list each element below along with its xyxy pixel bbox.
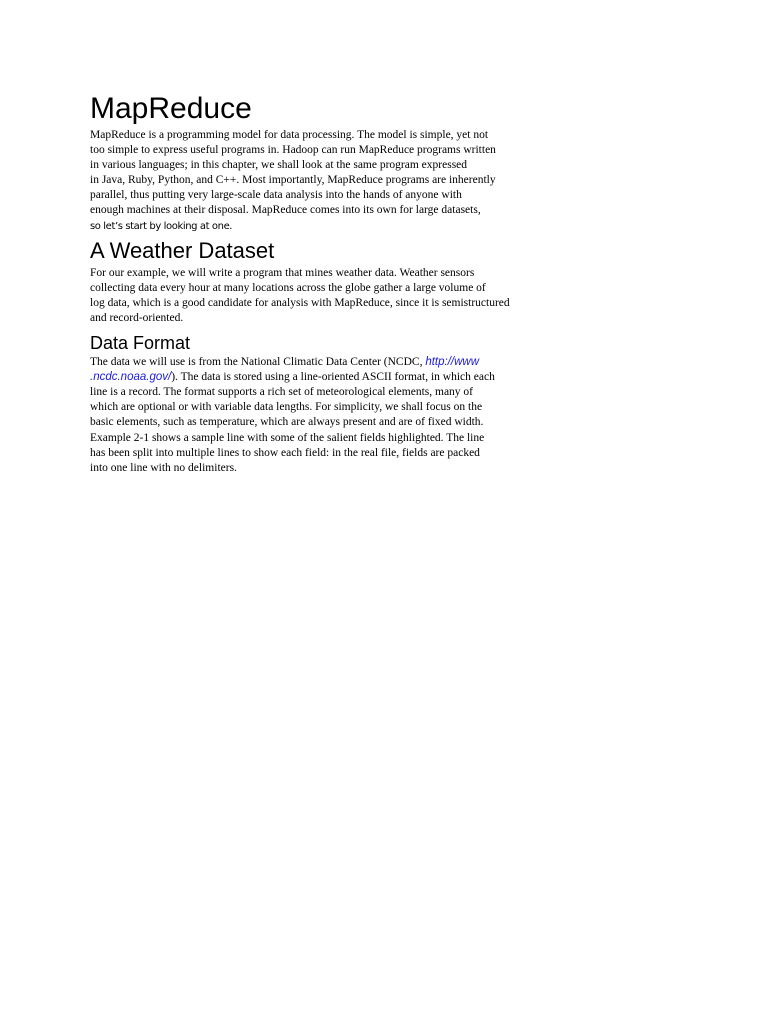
subsection-line: Example 2-1 shows a sample line with some of the salient fields highlighted. The line (90, 431, 485, 444)
intro-last-punct: . (229, 219, 233, 232)
document-page (90, 92, 560, 476)
intro-paragraph (90, 128, 560, 234)
subsection-title: Data Format (90, 333, 191, 354)
section-line: and record-oriented. (90, 311, 184, 324)
section-title: A Weather Dataset (90, 237, 275, 263)
subsection-line: into one line with no delimiters. (90, 461, 237, 474)
page-title: MapReduce (90, 92, 252, 125)
subsection-paragraph (90, 355, 560, 476)
intro-line: in various languages; in this chapter, we shall look at the same program expressed (90, 159, 468, 172)
intro-line: parallel, thus putting very large-scale data analysis into the hands of anyone with (90, 189, 462, 202)
intro-last-line-text: so let’s start by looking at one (90, 220, 230, 232)
subsection-line: line is a record. The format supports a rich set of meteorological elements, many of (90, 386, 473, 399)
section-line: For our example, we will write a program that mines weather data. Weather sensors (90, 266, 475, 279)
subsection-line: basic elements, such as temperature, which are always present and are of fixed width. (90, 416, 484, 429)
section-line: collecting data every hour at many locations across the globe gather a large volume of (90, 281, 486, 294)
intro-line: too simple to express useful programs in. Hadoop can run MapReduce programs written (90, 144, 496, 157)
subsection-first-line (90, 355, 560, 370)
section-paragraph (90, 266, 560, 326)
subsection-line-text: The data we will use is from the National Climatic Data Center (NCDC, (90, 356, 426, 369)
intro-line: in Java, Ruby, Python, and C++. Most importantly, MapReduce programs are inherently (90, 174, 496, 187)
subsection-line-text: ). The data is stored using a line-oriented ASCII format, in which each (171, 371, 495, 384)
intro-last-line (90, 219, 560, 234)
subsection-line: has been split into multiple lines to show each field: in the real file, fields are packed (90, 446, 480, 459)
ncdc-link-part1[interactable]: http://www (425, 356, 480, 369)
ncdc-link-part2[interactable]: .ncdc.noaa.gov/ (90, 371, 172, 384)
subsection-second-line (90, 370, 560, 385)
section-line: log data, which is a good candidate for analysis with MapReduce, since it is semistructured (90, 296, 510, 309)
subsection-line: which are optional or with variable data lengths. For simplicity, we shall focus on the (90, 401, 483, 414)
intro-line: MapReduce is a programming model for data processing. The model is simple, yet not (90, 129, 489, 141)
intro-line: enough machines at their disposal. MapReduce comes into its own for large datasets, (90, 204, 481, 217)
